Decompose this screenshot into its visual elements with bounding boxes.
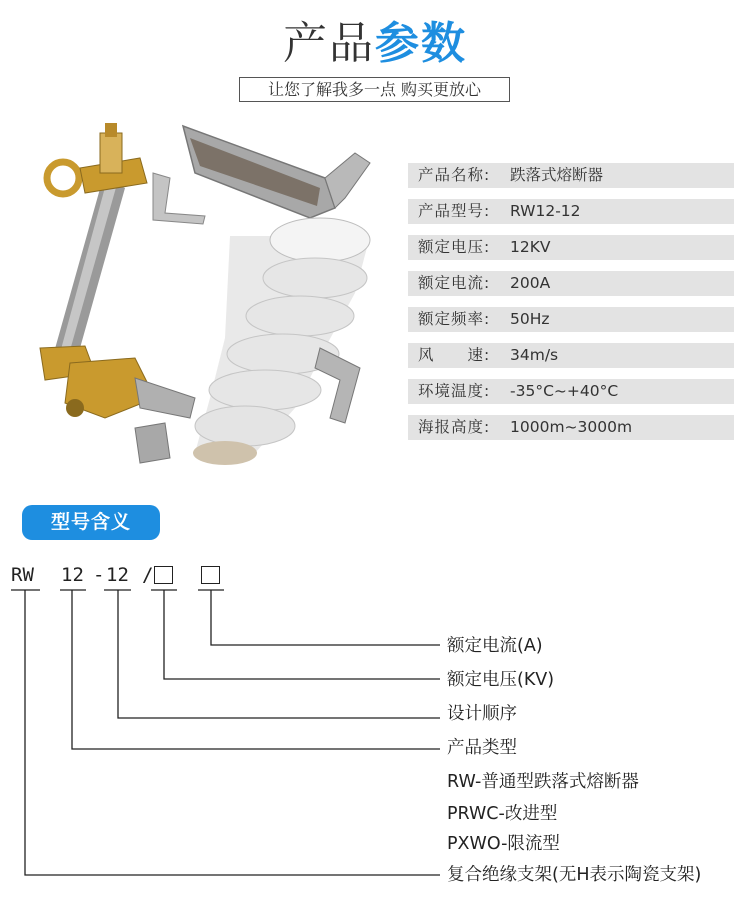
desc-type-pxwo: PXWO-限流型 (447, 834, 560, 854)
subtitle-box: 让您了解我多一点 购买更放心 (239, 77, 510, 102)
model-code-design: 12 (106, 564, 129, 586)
model-code-slash: / (142, 564, 154, 586)
spec-value: 1000m~3000m (510, 418, 633, 436)
desc-design-order: 设计顺序 (447, 704, 517, 724)
spec-value: -35°C~+40°C (510, 382, 619, 400)
desc-type-rw: RW-普通型跌落式熔断器 (447, 772, 639, 792)
spec-value: 34m/s (510, 346, 559, 364)
model-code-rw: RW (11, 564, 34, 586)
spec-label: 环境温度: (418, 382, 491, 400)
model-code-dash: - (93, 564, 105, 586)
desc-type-prwc: PRWC-改进型 (447, 804, 558, 824)
spec-label: 产品名称: (418, 166, 491, 184)
title-part-1: 产品 (283, 18, 375, 69)
spec-value: 12KV (510, 238, 551, 256)
section-badge: 型号含义 (22, 505, 160, 540)
desc-rated-voltage: 额定电压(KV) (447, 670, 555, 690)
title-part-2: 参数 (375, 18, 467, 69)
spec-value: RW12-12 (510, 202, 581, 220)
spec-label: 额定电压: (418, 238, 491, 256)
spec-label: 额定电流: (418, 274, 491, 292)
spec-value: 50Hz (510, 310, 550, 328)
spec-label: 风 速: (418, 346, 491, 364)
desc-rated-current: 额定电流(A) (447, 636, 543, 656)
spec-label: 产品型号: (418, 202, 491, 220)
desc-product-type: 产品类型 (447, 738, 517, 758)
spec-label: 海报高度: (418, 418, 491, 436)
spec-label: 额定频率: (418, 310, 491, 328)
model-code-voltage: 12 (61, 564, 84, 586)
spec-value: 200A (510, 274, 551, 292)
spec-value: 跌落式熔断器 (510, 166, 604, 184)
desc-composite-support: 复合绝缘支架(无H表示陶瓷支架) (447, 865, 702, 885)
